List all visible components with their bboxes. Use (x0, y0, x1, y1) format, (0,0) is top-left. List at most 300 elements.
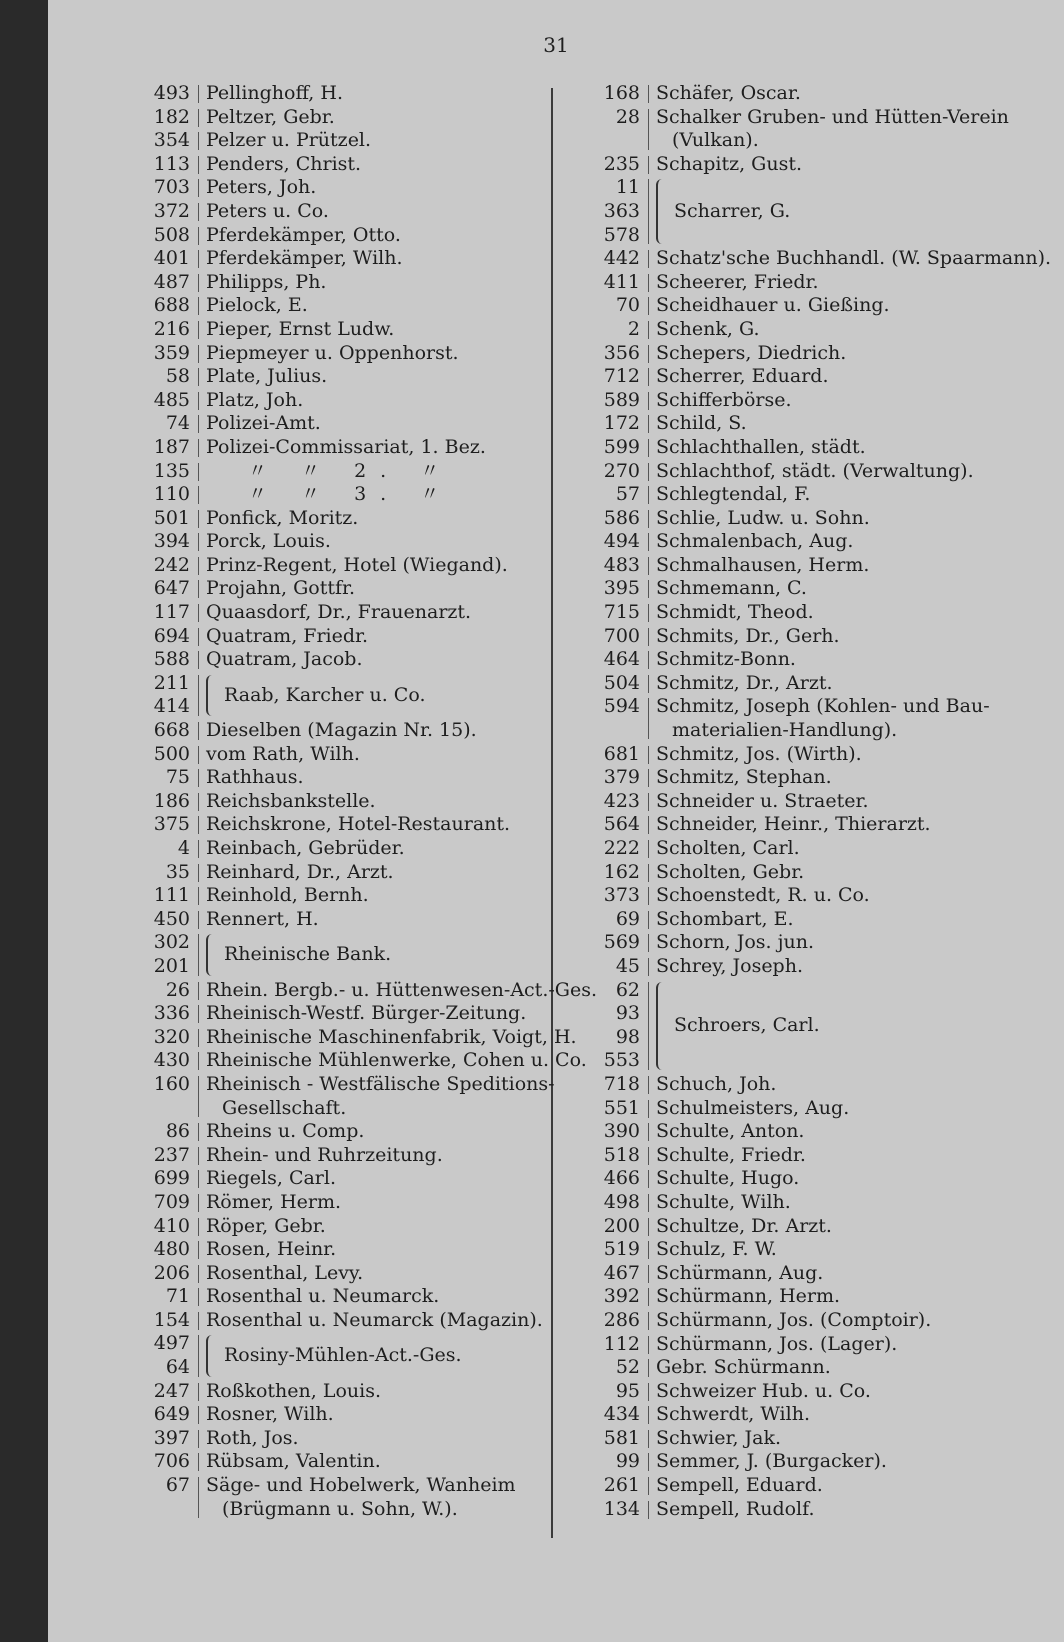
number-rule (648, 1430, 649, 1448)
entry-number: 261 (603, 1474, 640, 1497)
number-rule (648, 746, 649, 764)
number-rule (648, 887, 649, 905)
entry-number: 487 (153, 270, 190, 293)
entry-number: 434 (603, 1403, 640, 1426)
number-rule (198, 1005, 199, 1023)
number-rule (198, 1430, 199, 1448)
entry-number: 500 (153, 742, 190, 765)
entry-name: Schürmann, Aug. (656, 1261, 824, 1284)
number-rule (648, 1265, 649, 1283)
number-rule (198, 982, 199, 1000)
number-rule (648, 958, 649, 976)
entry-number: 450 (153, 907, 190, 930)
number-rule (648, 1147, 649, 1165)
number-rule (198, 840, 199, 858)
number-rule (198, 510, 199, 528)
entry-name: Schepers, Diedrich. (656, 341, 847, 364)
number-rule (198, 179, 199, 197)
number-rule (648, 816, 649, 834)
entry-number: 709 (153, 1190, 190, 1213)
entry-name: Schoenstedt, R. u. Co. (656, 884, 870, 907)
number-rule (648, 415, 649, 433)
number-rule (648, 250, 649, 268)
number-rule (648, 1170, 649, 1188)
entry-number: 578 (603, 223, 640, 246)
entry-number: 504 (603, 671, 640, 694)
number-rule (648, 580, 649, 598)
entry-number: 134 (603, 1497, 640, 1520)
entry-name: Pellinghoff, H. (206, 82, 343, 104)
entry-number: 518 (603, 1143, 640, 1166)
entry-number: 206 (153, 1261, 190, 1284)
entry-number: 135 (153, 459, 190, 482)
entry-number: 688 (153, 294, 190, 317)
number-rule (648, 1100, 649, 1118)
number-rule (648, 840, 649, 858)
number-rule (198, 156, 199, 174)
entry-number: 483 (603, 553, 640, 576)
entry-number: 354 (153, 129, 190, 152)
entry-name: Rathhaus. (206, 766, 304, 789)
number-rule (648, 510, 649, 528)
entry-continuation: (Brügmann u. Sohn, W.). (222, 1497, 458, 1520)
number-rule (648, 911, 649, 929)
number-rule (648, 1336, 649, 1354)
entry-number: 99 (615, 1450, 640, 1473)
number-rule (198, 1029, 199, 1047)
entry-name: Schürmann, Jos. (Lager). (656, 1332, 898, 1355)
number-rule (648, 321, 649, 339)
entry-continuation: (Vulkan). (672, 129, 759, 152)
entry-name: Peters, Joh. (206, 176, 317, 199)
entry-number: 302 (153, 931, 190, 954)
entry-name: Rosen, Heinr. (206, 1238, 337, 1261)
number-rule (198, 274, 199, 292)
entry-name: Schäfer, Oscar. (656, 82, 801, 104)
number-rule (198, 1383, 199, 1401)
ditto-marks: 〃 〃 2. 〃 (248, 459, 454, 482)
entry-number: 62 (615, 978, 640, 1001)
number-rule (198, 1288, 199, 1306)
entry-name: Pferdekämper, Wilh. (206, 247, 403, 270)
number-rule (198, 1218, 199, 1236)
entry-name: Schwier, Jak. (656, 1426, 782, 1449)
entry-number: 569 (603, 931, 640, 954)
entry-number: 35 (165, 860, 190, 883)
entry-number: 411 (603, 270, 640, 293)
entry-name: Röper, Gebr. (206, 1214, 326, 1237)
entry-number: 112 (603, 1332, 640, 1355)
entry-name: Reichskrone, Hotel-Restaurant. (206, 813, 511, 836)
number-rule (198, 816, 199, 834)
number-rule (648, 345, 649, 363)
entry-number: 647 (153, 577, 190, 600)
entry-number: 237 (153, 1143, 190, 1166)
entry-number: 45 (615, 954, 640, 977)
number-rule (198, 1312, 199, 1330)
entry-number: 363 (603, 199, 640, 222)
entry-name: Schmitz, Jos. (Wirth). (656, 742, 862, 765)
brace-bracket (206, 1335, 218, 1376)
entry-name: Schmemann, C. (656, 577, 807, 600)
entry-number: 699 (153, 1167, 190, 1190)
entry-name: Schlie, Ludw. u. Sohn. (656, 506, 870, 529)
entry-name: Schombart, E. (656, 907, 794, 930)
entry-number: 423 (603, 789, 640, 812)
number-rule (648, 1241, 649, 1259)
number-rule (648, 1194, 649, 1212)
entry-number: 599 (603, 435, 640, 458)
entry-name: Schrey, Joseph. (656, 954, 803, 977)
entry-name: Schulte, Wilh. (656, 1190, 791, 1213)
entry-name: Rheinische Mühlenwerke, Cohen u. Co. (206, 1049, 587, 1072)
brace-bracket (656, 982, 668, 1070)
entry-number: 464 (603, 648, 640, 671)
number-rule (198, 1477, 199, 1518)
entry-name: Schneider, Heinr., Thierarzt. (656, 813, 931, 836)
entry-number: 70 (615, 294, 640, 317)
number-rule (198, 132, 199, 150)
number-rule (648, 793, 649, 811)
entry-number: 201 (153, 954, 190, 977)
number-rule (648, 1406, 649, 1424)
entry-number: 508 (153, 223, 190, 246)
number-rule (198, 1076, 199, 1117)
entry-name: Rennert, H. (206, 907, 319, 930)
entry-name: Schlachthof, städt. (Verwaltung). (656, 459, 974, 482)
number-rule (198, 439, 199, 457)
entry-name: Pieper, Ernst Ludw. (206, 317, 395, 340)
number-rule (198, 368, 199, 386)
number-rule (198, 1241, 199, 1259)
entry-number: 494 (603, 530, 640, 553)
entry-number: 71 (165, 1285, 190, 1308)
entry-number: 493 (153, 82, 190, 104)
number-rule (198, 392, 199, 410)
entry-number: 589 (603, 388, 640, 411)
entry-name: Scherrer, Eduard. (656, 365, 829, 388)
entry-number: 182 (153, 105, 190, 128)
entry-name: Rosner, Wilh. (206, 1403, 334, 1426)
entry-name: Schultze, Dr. Arzt. (656, 1214, 832, 1237)
entry-number: 519 (603, 1238, 640, 1261)
entry-numbers (98, 931, 190, 978)
entry-name: Reichsbankstelle. (206, 789, 376, 812)
number-rule (198, 1453, 199, 1471)
entry-name: Scheidhauer u. Gießing. (656, 294, 890, 317)
entry-number: 485 (153, 388, 190, 411)
entry-name: Schroers, Carl. (674, 1013, 820, 1036)
number-rule (648, 1383, 649, 1401)
entry-name: Prinz-Regent, Hotel (Wiegand). (206, 553, 508, 576)
number-rule (198, 1194, 199, 1212)
entry-name: Schmidt, Theod. (656, 601, 814, 624)
entry-number: 397 (153, 1426, 190, 1449)
entry-continuation: Gesellschaft. (222, 1096, 347, 1119)
number-rule (648, 392, 649, 410)
entry-name: Schmalhausen, Herm. (656, 553, 870, 576)
number-rule (198, 415, 199, 433)
brace-bracket (206, 934, 218, 975)
number-rule (198, 628, 199, 646)
entry-name: Schulte, Friedr. (656, 1143, 806, 1166)
entry-name: Polizei-Amt. (206, 412, 321, 435)
number-rule (198, 722, 199, 740)
number-rule (198, 887, 199, 905)
entry-name: Schild, S. (656, 412, 747, 435)
entry-number: 67 (165, 1474, 190, 1497)
entry-name: Schmitz, Stephan. (656, 766, 832, 789)
entry-name: Schneider u. Straeter. (656, 789, 869, 812)
entry-number: 681 (603, 742, 640, 765)
entry-name: Schulte, Hugo. (656, 1167, 800, 1190)
number-rule (648, 533, 649, 551)
entry-number: 162 (603, 860, 640, 883)
entry-name: Rosenthal, Levy. (206, 1261, 364, 1284)
page-number: 31 (543, 33, 569, 57)
number-rule (198, 604, 199, 622)
entry-name: Quatram, Friedr. (206, 624, 369, 647)
number-rule (648, 1288, 649, 1306)
entry-number: 113 (153, 152, 190, 175)
number-rule (198, 769, 199, 787)
number-rule (648, 557, 649, 575)
entry-name: Schapitz, Gust. (656, 152, 803, 175)
number-rule (648, 1218, 649, 1236)
number-rule (198, 1406, 199, 1424)
entry-number: 359 (153, 341, 190, 364)
entry-name: Schalker Gruben- und Hütten-Verein (656, 105, 1009, 128)
entry-number: 430 (153, 1049, 190, 1072)
entry-number: 186 (153, 789, 190, 812)
number-rule (198, 1123, 199, 1141)
number-rule (198, 250, 199, 268)
entry-number: 390 (603, 1120, 640, 1143)
entry-number: 581 (603, 1426, 640, 1449)
entry-number: 395 (603, 577, 640, 600)
number-rule (198, 85, 199, 103)
entry-number: 379 (603, 766, 640, 789)
number-rule (648, 156, 649, 174)
entry-name: Quatram, Jacob. (206, 648, 363, 671)
entry-numbers (548, 176, 640, 247)
entry-name: Quaasdorf, Dr., Frauenarzt. (206, 601, 472, 624)
entry-number: 649 (153, 1403, 190, 1426)
entry-number: 187 (153, 435, 190, 458)
number-rule (648, 439, 649, 457)
number-rule (648, 297, 649, 315)
entry-number: 93 (615, 1002, 640, 1025)
entry-number: 270 (603, 459, 640, 482)
entry-name: Platz, Joh. (206, 388, 304, 411)
entry-name: Römer, Herm. (206, 1190, 342, 1213)
entry-name: Rhein- und Ruhrzeitung. (206, 1143, 443, 1166)
number-rule (198, 793, 199, 811)
entry-number: 69 (615, 907, 640, 930)
entry-name: Schmitz-Bonn. (656, 648, 796, 671)
entry-name: Pferdekämper, Otto. (206, 223, 401, 246)
entry-name: Philipps, Ph. (206, 270, 327, 293)
entry-number: 110 (153, 483, 190, 506)
number-rule (198, 675, 199, 716)
number-rule (198, 321, 199, 339)
brace-bracket (206, 675, 218, 716)
entry-number: 373 (603, 884, 640, 907)
entry-number: 498 (603, 1190, 640, 1213)
entry-name: Ponfick, Moritz. (206, 506, 359, 529)
entry-number: 401 (153, 247, 190, 270)
number-rule (198, 1265, 199, 1283)
entry-name: Roßkothen, Louis. (206, 1379, 381, 1402)
entry-number: 588 (153, 648, 190, 671)
entry-number: 154 (153, 1308, 190, 1331)
entry-name: Schorn, Jos. jun. (656, 931, 815, 954)
entry-number: 320 (153, 1025, 190, 1048)
entry-number: 242 (153, 553, 190, 576)
entry-number: 392 (603, 1285, 640, 1308)
entry-name: Schifferbörse. (656, 388, 792, 411)
entry-number: 336 (153, 1002, 190, 1025)
entry-number: 414 (153, 695, 190, 718)
entry-number: 28 (615, 105, 640, 128)
entry-number: 247 (153, 1379, 190, 1402)
entry-name: Schmalenbach, Aug. (656, 530, 854, 553)
entry-name: Rheinisch - Westfälische Speditions- (206, 1072, 555, 1095)
entry-name: Semmer, J. (Burgacker). (656, 1450, 887, 1473)
number-rule (648, 934, 649, 952)
entry-number: 211 (153, 671, 190, 694)
entry-name: Reinbach, Gebrüder. (206, 837, 405, 859)
entry-number: 26 (165, 978, 190, 1001)
entry-number: 466 (603, 1167, 640, 1190)
entry-number: 706 (153, 1450, 190, 1473)
number-rule (198, 864, 199, 882)
number-rule (648, 1123, 649, 1141)
entry-name: Schwerdt, Wilh. (656, 1403, 810, 1426)
entry-name: Scholten, Gebr. (656, 860, 805, 883)
entry-name: Gebr. Schürmann. (656, 1356, 831, 1379)
entry-number: 442 (603, 247, 640, 270)
entry-number: 586 (603, 506, 640, 529)
number-rule (648, 1312, 649, 1330)
number-rule (648, 604, 649, 622)
number-rule (198, 345, 199, 363)
number-rule (198, 227, 199, 245)
entry-number: 4 (177, 837, 190, 859)
number-rule (648, 1076, 649, 1094)
entry-name: Rosiny-Mühlen-Act.-Ges. (224, 1344, 462, 1367)
entry-name: Schulz, F. W. (656, 1238, 777, 1261)
entry-name: Schatz'sche Buchhandl. (W. Spaarmann). (656, 247, 1052, 270)
number-rule (648, 1453, 649, 1471)
entry-number: 668 (153, 719, 190, 742)
number-rule (648, 486, 649, 504)
entry-number: 64 (165, 1356, 190, 1379)
number-rule (198, 297, 199, 315)
entry-name: Roth, Jos. (206, 1426, 299, 1449)
entry-number: 2 (627, 317, 640, 340)
entry-name: Rheinische Maschinenfabrik, Voigt, H. (206, 1025, 577, 1048)
entry-name: Schürmann, Herm. (656, 1285, 841, 1308)
entry-name: Plate, Julius. (206, 365, 328, 388)
entry-name: Rhein. Bergb.- u. Hüttenwesen-Act.-Ges. (206, 978, 597, 1001)
entry-number: 375 (153, 813, 190, 836)
entry-name: Schmits, Dr., Gerh. (656, 624, 840, 647)
entry-number: 715 (603, 601, 640, 624)
directory-page (48, 0, 1064, 1642)
number-rule (648, 628, 649, 646)
entry-name: Scharrer, G. (674, 199, 791, 222)
entry-number: 222 (603, 837, 640, 860)
entry-name: Scholten, Carl. (656, 837, 800, 860)
entry-numbers (548, 979, 640, 1073)
entry-number: 703 (153, 176, 190, 199)
number-rule (198, 203, 199, 221)
entry-number: 718 (603, 1072, 640, 1095)
number-rule (648, 675, 649, 693)
entry-name: Schweizer Hub. u. Co. (656, 1379, 871, 1402)
entry-number: 394 (153, 530, 190, 553)
entry-name: Projahn, Gottfr. (206, 577, 356, 600)
entry-numbers (98, 672, 190, 719)
entry-number: 712 (603, 365, 640, 388)
entry-name: Pelzer u. Prützel. (206, 129, 372, 152)
entry-name: Penders, Christ. (206, 152, 362, 175)
entry-name: Dieselben (Magazin Nr. 15). (206, 719, 477, 742)
entry-name: Peltzer, Gebr. (206, 105, 335, 128)
entry-name: Sempell, Rudolf. (656, 1497, 815, 1520)
entry-number: 172 (603, 412, 640, 435)
entry-number: 168 (603, 82, 640, 104)
entry-number: 98 (615, 1025, 640, 1048)
number-rule (198, 557, 199, 575)
entry-number: 75 (165, 766, 190, 789)
entry-number: 286 (603, 1308, 640, 1331)
number-rule (198, 1170, 199, 1188)
entry-name: Reinhold, Bernh. (206, 884, 369, 907)
entry-number: 410 (153, 1214, 190, 1237)
entry-name: Rosenthal u. Neumarck (Magazin). (206, 1308, 543, 1331)
number-rule (198, 1052, 199, 1070)
entry-name: Schürmann, Jos. (Comptoir). (656, 1308, 932, 1331)
entry-name: Schmitz, Joseph (Kohlen- und Bau- (656, 695, 990, 718)
number-rule (648, 368, 649, 386)
entry-name: Schuch, Joh. (656, 1072, 777, 1095)
entry-number: 551 (603, 1096, 640, 1119)
entry-name: Reinhard, Dr., Arzt. (206, 860, 394, 883)
number-rule (198, 109, 199, 127)
number-rule (648, 109, 649, 150)
number-rule (198, 1335, 199, 1376)
entry-name: Säge- und Hobelwerk, Wanheim (206, 1474, 516, 1497)
entry-number: 372 (153, 199, 190, 222)
number-rule (648, 274, 649, 292)
entry-name: Peters u. Co. (206, 199, 329, 222)
entry-name: Polizei-Commissariat, 1. Bez. (206, 435, 486, 458)
entry-number: 467 (603, 1261, 640, 1284)
entry-number: 564 (603, 813, 640, 836)
number-rule (198, 580, 199, 598)
number-rule (648, 463, 649, 481)
entry-name: Rosenthal u. Neumarck. (206, 1285, 440, 1308)
entry-number: 200 (603, 1214, 640, 1237)
entry-number: 74 (165, 412, 190, 435)
entry-continuation: materialien-Handlung). (672, 719, 898, 742)
entry-number: 216 (153, 317, 190, 340)
number-rule (648, 179, 649, 244)
number-rule (198, 486, 199, 504)
entry-number: 57 (615, 483, 640, 506)
